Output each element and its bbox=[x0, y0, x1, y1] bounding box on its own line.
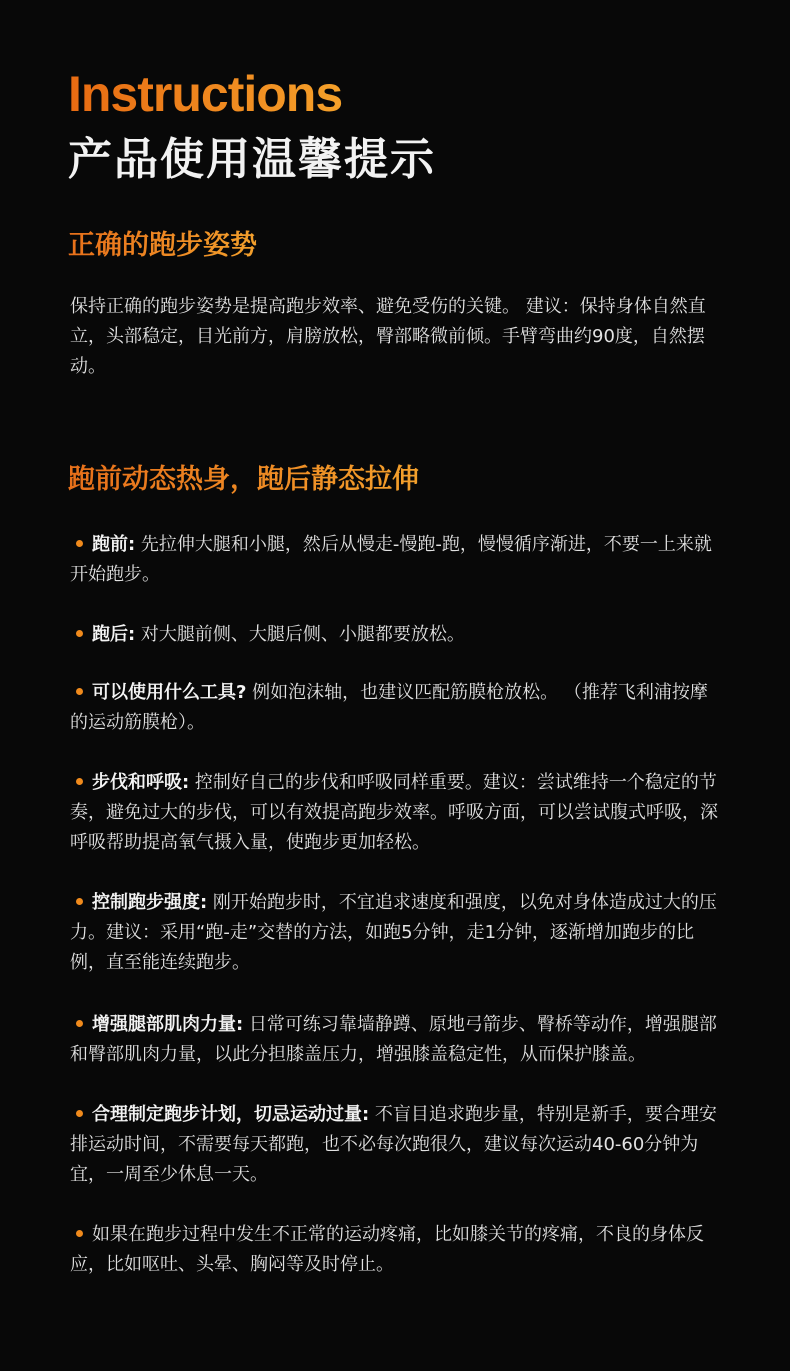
bullet-dot-icon bbox=[76, 630, 83, 637]
list-item-text: 刚开始跑步时，不宜追求速度和强度，以免对身体造成过大的压力。建议：采用“跑-走”交替的方法，如跑5分钟，走1分钟，逐渐增加跑步的比例，直至能连续跑步。 bbox=[70, 892, 717, 973]
bullet-dot-icon bbox=[76, 1110, 83, 1117]
list-item-text: 不盲目追求跑步量，特别是新手，要合理安排运动时间，不需要每天都跑，也不必每次跑很久，建议每次运动40-60分钟为宜，一周至少休息一天。 bbox=[70, 1104, 717, 1185]
posture-paragraph: 保持正确的跑步姿势是提高跑步效率、避免受伤的关键。 建议：保持身体自然直立，头部稳定，目光前方，肩膀放松，臀部略微前倾。手臂弯曲约90度，自然摆动。 bbox=[70, 296, 706, 377]
list-item-text: 控制好自己的步伐和呼吸同样重要。建议：尝试维持一个稳定的节奏，避免过大的步伐，可以有效提高跑步效率。呼吸方面，可以尝试腹式呼吸，深呼吸帮助提高氧气摄入量，使跑步更加轻松。 bbox=[70, 772, 718, 853]
list-item bbox=[70, 678, 725, 738]
page-title-en: Instructions bbox=[68, 66, 343, 122]
list-item-text: 例如泡沫轴，也建议匹配筋膜枪放松。 （推荐飞利浦按摩的运动筋膜枪）。 bbox=[70, 682, 708, 733]
bullet-dot-icon bbox=[76, 540, 83, 547]
list-item bbox=[70, 888, 725, 978]
list-item bbox=[70, 1100, 725, 1190]
list-item-text: 对大腿前侧、大腿后侧、小腿都要放松。 bbox=[135, 624, 465, 645]
list-item-bold: 可以使用什么工具? bbox=[92, 682, 247, 703]
bullet-dot-icon bbox=[76, 1230, 83, 1237]
section-heading-posture: 正确的跑步姿势 bbox=[68, 228, 257, 264]
list-item-text: 如果在跑步过程中发生不正常的运动疼痛，比如膝关节的疼痛，不良的身体反应，比如呕吐、头晕、胸闷等及时停止。 bbox=[70, 1224, 704, 1275]
bullet-dot-icon bbox=[76, 1020, 83, 1027]
list-item-text: 日常可练习靠墙静蹲、原地弓箭步、臀桥等动作，增强腿部和臀部肌肉力量，以此分担膝盖压力，增强膝盖稳定性，从而保护膝盖。 bbox=[70, 1014, 717, 1065]
bullet-dot-icon bbox=[76, 898, 83, 905]
page-title: 产品使用温馨提示 bbox=[68, 134, 436, 185]
list-item bbox=[70, 768, 725, 858]
list-item bbox=[70, 620, 725, 650]
list-item bbox=[70, 1220, 725, 1280]
list-item-bold: 合理制定跑步计划，切忌运动过量: bbox=[92, 1104, 370, 1125]
list-item-bold: 控制跑步强度: bbox=[92, 892, 208, 913]
bullet-dot-icon bbox=[76, 778, 83, 785]
list-item-bold: 跑前: bbox=[92, 534, 136, 555]
list-item-text: 先拉伸大腿和小腿，然后从慢走-慢跑-跑，慢慢循序渐进，不要一上来就开始跑步。 bbox=[70, 534, 712, 585]
list-item-bold: 增强腿部肌肉力量: bbox=[92, 1014, 244, 1035]
list-item-bold: 步伐和呼吸: bbox=[92, 772, 190, 793]
list-item bbox=[70, 1010, 725, 1070]
bullet-dot-icon bbox=[76, 688, 83, 695]
list-item-bold: 跑后: bbox=[92, 624, 136, 645]
list-item bbox=[70, 530, 725, 590]
section-heading-warmup: 跑前动态热身，跑后静态拉伸 bbox=[68, 462, 419, 498]
